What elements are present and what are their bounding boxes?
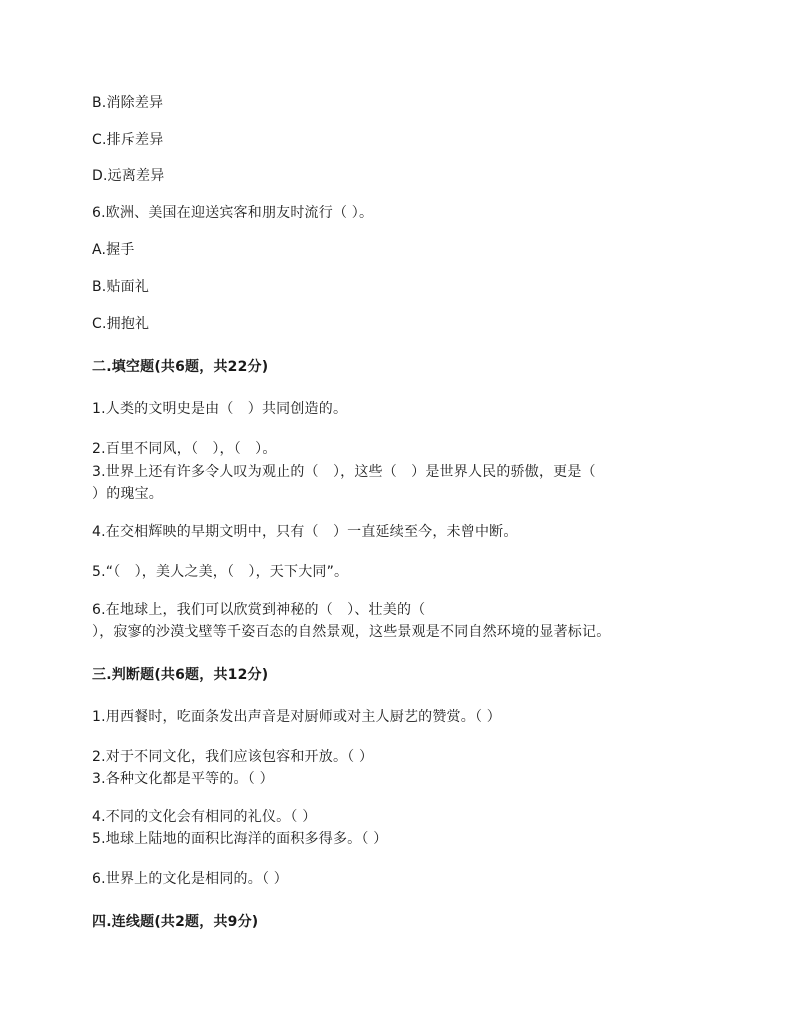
option-c: C.拥抱礼: [92, 316, 150, 332]
fill-question-6: 6.在地球上，我们可以欣赏到神秘的（ ）、壮美的（: [92, 602, 426, 618]
question-6: 6.欧洲、美国在迎送宾客和朋友时流行（ ）。: [92, 205, 374, 221]
fill-question-6-cont: ），寂寥的沙漠戈壁等千姿百态的自然景观，这些景观是不同自然环境的显著标记。: [92, 624, 611, 640]
tf-question-3: 3.各种文化都是平等的。（ ）: [92, 771, 274, 787]
tf-question-4: 4.不同的文化会有相同的礼仪。（ ）: [92, 809, 317, 825]
fill-question-3: 3.世界上还有许多令人叹为观止的（ ），这些（ ）是世界人民的骄傲，更是（: [92, 464, 596, 480]
fill-question-3-cont: ）的瑰宝。: [92, 486, 163, 502]
option-a: A.握手: [92, 242, 135, 258]
fill-question-2: 2.百里不同风，（ ），（ ）。: [92, 441, 277, 457]
option-c: C.排斥差异: [92, 132, 164, 148]
section-heading-fill-blank: 二.填空题(共6题，共22分): [92, 359, 269, 375]
option-b: B.贴面礼: [92, 279, 150, 295]
fill-question-5: 5.“（ ），美人之美，（ ），天下大同”。: [92, 564, 349, 580]
fill-question-4: 4.在交相辉映的早期文明中，只有（ ）一直延续至今，未曾中断。: [92, 524, 518, 540]
section-heading-matching: 四.连线题(共2题，共9分): [92, 914, 259, 930]
option-d: D.远离差异: [92, 168, 165, 184]
tf-question-2: 2.对于不同文化，我们应该包容和开放。（ ）: [92, 749, 374, 765]
tf-question-5: 5.地球上陆地的面积比海洋的面积多得多。（ ）: [92, 831, 388, 847]
tf-question-1: 1.用西餐时，吃面条发出声音是对厨师或对主人厨艺的赞赏。（ ）: [92, 709, 502, 725]
section-heading-true-false: 三.判断题(共6题，共12分): [92, 667, 269, 683]
tf-question-6: 6.世界上的文化是相同的。（ ）: [92, 871, 289, 887]
fill-question-1: 1.人类的文明史是由（ ）共同创造的。: [92, 401, 348, 417]
option-b: B.消除差异: [92, 95, 164, 111]
